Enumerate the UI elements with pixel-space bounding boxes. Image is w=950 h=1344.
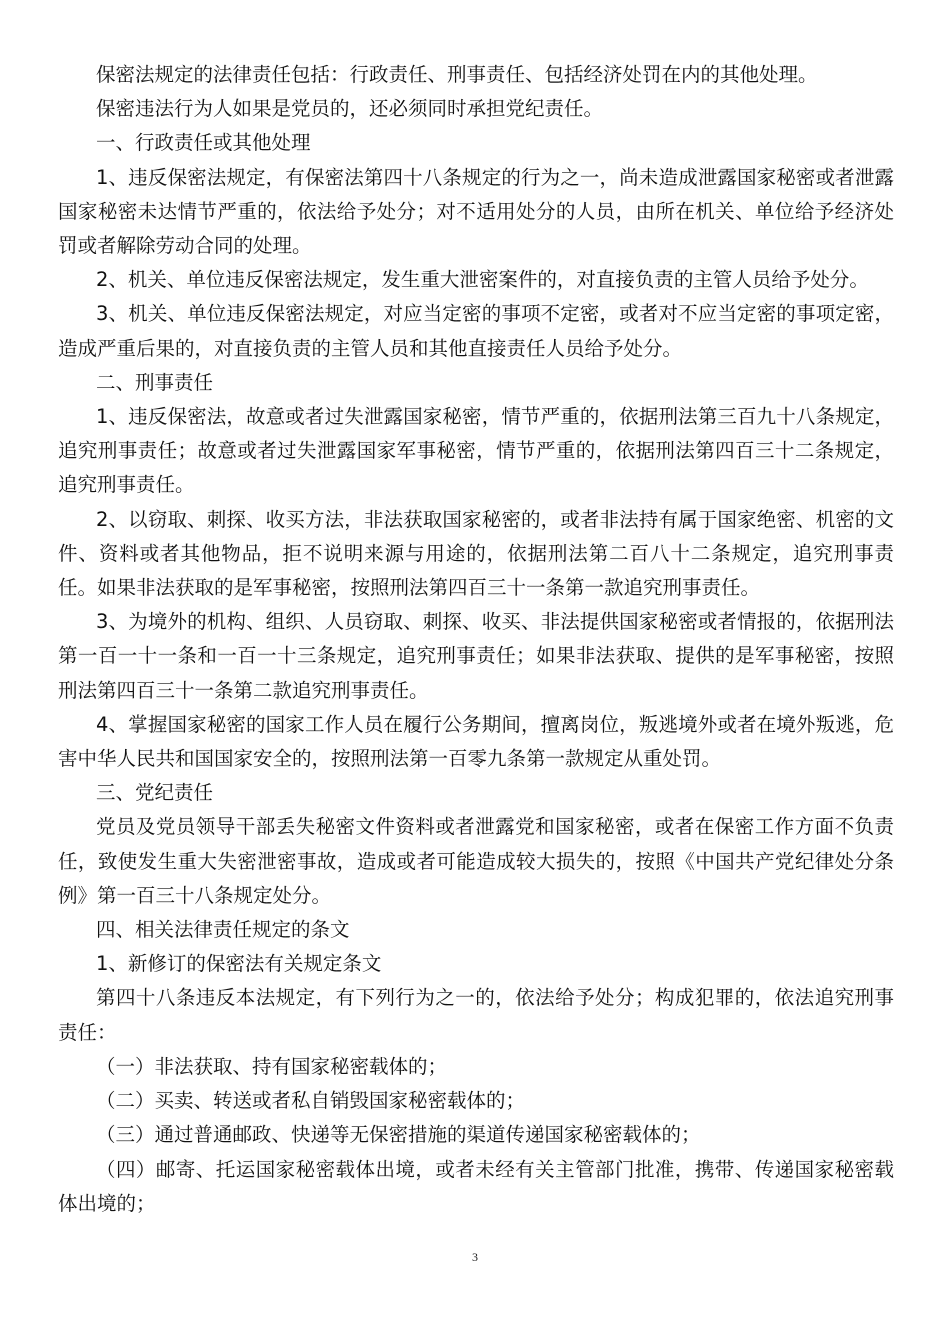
page-number: 3 xyxy=(472,1250,478,1264)
paragraph: 保密违法行为人如果是党员的，还必须同时承担党纪责任。 xyxy=(96,97,604,121)
section-heading: 一、行政责任或其他处理 xyxy=(96,131,311,155)
paragraph: 党员及党员领导干部丢失秘密文件资料或者泄露党和国家秘密，或者在保密工作方面不负责任，致使发生重大失密泄密事故，造成或者可能造成较大损失的，按照《中国共产党纪律处分条例》第一百三十八条规定处分。 xyxy=(58,815,894,907)
section-heading: 三、党纪责任 xyxy=(96,781,214,805)
paragraph: 1、违反保密法规定，有保密法第四十八条规定的行为之一，尚未造成泄露国家秘密或者泄露国家秘密未达情节严重的，依法给予处分；对不适用处分的人员，由所在机关、单位给予经济处罚或者解除劳动合同的处理。 xyxy=(58,165,894,258)
list-item: （三）通过普通邮政、快递等无保密措施的渠道传递国家秘密载体的； xyxy=(96,1123,701,1147)
paragraph: 1、违反保密法，故意或者过失泄露国家秘密，情节严重的，依据刑法第三百九十八条规定，追究刑事责任；故意或者过失泄露国家军事秘密，情节严重的，依据刑法第四百三十二条规定，追究刑事责任。 xyxy=(58,405,894,497)
paragraph: 保密法规定的法律责任包括：行政责任、刑事责任、包括经济处罚在内的其他处理。 xyxy=(96,63,818,86)
list-item: （四）邮寄、托运国家秘密载体出境，或者未经有关主管部门批准，携带、传递国家秘密载体出境的； xyxy=(58,1157,894,1215)
paragraph: 3、为境外的机构、组织、人员窃取、刺探、收买、非法提供国家秘密或者情报的，依据刑法第一百一十一条和一百一十三条规定，追究刑事责任；如果非法获取、提供的是军事秘密，按照刑法第四百三十一条第二款追究刑事责任。 xyxy=(58,610,894,702)
document-body xyxy=(58,58,894,1221)
paragraph: 2、以窃取、刺探、收买方法，非法获取国家秘密的，或者非法持有属于国家绝密、机密的文件、资料或者其他物品，拒不说明来源与用途的，依据刑法第二百八十二条规定，追究刑事责任。如果非法获取的是军事秘密，按照刑法第四百三十一条第一款追究刑事责任。 xyxy=(58,507,894,600)
section-heading: 二、刑事责任 xyxy=(96,370,214,394)
list-item: （一）非法获取、持有国家秘密载体的； xyxy=(96,1054,448,1078)
section-heading: 四、相关法律责任规定的条文 xyxy=(96,918,350,942)
paragraph: 2、机关、单位违反保密法规定，发生重大泄密案件的，对直接负责的主管人员给予处分。 xyxy=(96,268,869,292)
article-text: 第四十八条违反本法规定，有下列行为之一的，依法给予处分；构成犯罪的，依法追究刑事责任： xyxy=(58,986,894,1044)
subsection-heading: 1、新修订的保密法有关规定条文 xyxy=(96,952,382,976)
paragraph: 4、掌握国家秘密的国家工作人员在履行公务期间，擅离岗位，叛逃境外或者在境外叛逃，危害中华人民共和国国家安全的，按照刑法第一百零九条第一款规定从重处罚。 xyxy=(58,712,894,771)
list-item: （二）买卖、转送或者私自销毁国家秘密载体的； xyxy=(96,1089,526,1113)
paragraph: 3、机关、单位违反保密法规定，对应当定密的事项不定密，或者对不应当定密的事项定密，造成严重后果的，对直接负责的主管人员和其他直接责任人员给予处分。 xyxy=(58,302,894,360)
